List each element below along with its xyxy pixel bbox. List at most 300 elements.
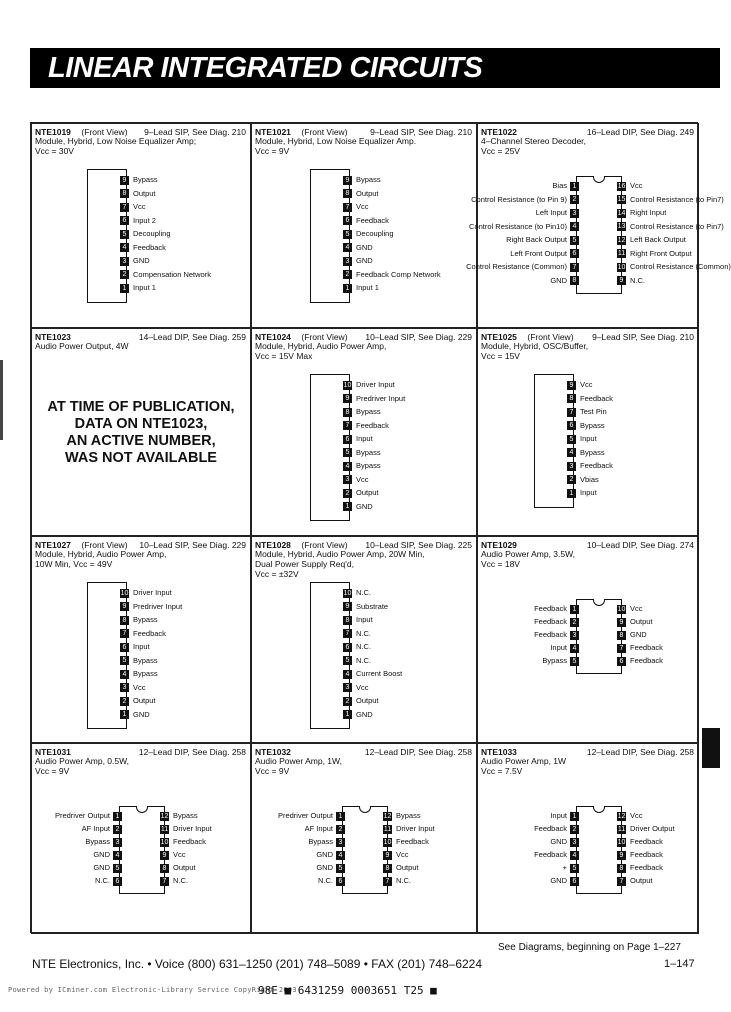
pin-label: Feedback [534,604,567,614]
package-info: 12–Lead DIP, See Diag. 258 [364,747,472,757]
pin-1 [55,811,122,821]
pin-11 [617,824,675,834]
pin-number: 4 [570,851,579,860]
pin-number: 6 [570,877,579,886]
pin-6 [343,216,389,226]
part-cell-nte1019 [31,123,251,328]
pin-label: Feedback [133,242,166,252]
scan-note: Powered by ICminer.com Electronic-Library Service CopyRight 2003 [8,986,297,994]
pin-7 [617,876,653,886]
part-number: NTE1033 [481,747,517,757]
pin-number: 1 [120,710,129,719]
pin-label: Vcc [580,380,593,390]
pin-label: Control Resistance (Common) [466,262,567,272]
pin-number: 10 [160,838,169,846]
pin-number: 8 [343,408,352,417]
pin-label: Decoupling [356,229,394,239]
pin-number: 4 [343,462,352,471]
pin-label: Driver Output [630,824,675,834]
pin-1 [567,488,597,498]
pin-number: 5 [343,448,352,457]
pin-5 [343,229,394,239]
pin-number: 8 [343,189,352,198]
pin-label: Output [630,617,653,627]
pin-number: 9 [343,602,352,611]
pin-label: Right Front Output [630,248,692,258]
pin-label: Bypass [356,407,381,417]
pin-number: 3 [120,683,129,692]
pin-label: N.C. [356,655,371,665]
pin-1 [120,283,156,293]
pin-10 [617,604,643,614]
dip-notch [593,176,605,183]
pin-label: GND [356,709,373,719]
pin-label: Feedback [356,215,389,225]
part-description: Module, Hybrid, Audio Power Amp, 10W Min, Vcc = 49V [35,549,167,569]
part-number: NTE1019 [35,127,71,137]
pin-10 [617,837,663,847]
pin-8 [617,863,663,873]
pin-number: 10 [120,589,129,597]
pin-number: 12 [160,812,169,820]
pin-10 [617,262,731,272]
part-number: NTE1031 [35,747,71,757]
package-info: 9–Lead SIP, See Diag. 210 [144,127,246,137]
pin-number: 2 [343,697,352,706]
pin-number: 4 [570,644,579,653]
pin-label: Vcc [133,202,146,212]
pin-3 [85,837,122,847]
pin-number: 6 [617,657,626,666]
part-number: NTE1022 [481,127,517,137]
package-info: 10–Lead DIP, See Diag. 274 [586,540,694,550]
pin-12 [383,811,421,821]
pin-13 [617,222,724,232]
part-description: Audio Power Amp, 1W Vcc = 7.5V [481,756,567,776]
pin-number: 8 [567,394,576,403]
pin-5 [542,656,579,666]
pin-number: 11 [617,825,626,833]
pin-label: Test Pin [580,407,607,417]
pin-1 [343,502,373,512]
pin-7 [343,202,369,212]
pin-number: 5 [343,230,352,239]
pin-number: 4 [570,222,579,231]
pin-2 [120,696,156,706]
pin-3 [120,256,150,266]
pin-label: Control Resistance (to Pin7) [630,194,724,204]
pin-number: 9 [343,176,352,185]
pin-4 [343,243,373,253]
part-cell-nte1025 [477,328,699,536]
pin-5 [567,434,597,444]
pin-number: 4 [343,243,352,252]
pin-label: Predriver Output [54,811,110,821]
pin-number: 8 [570,276,579,285]
pin-label: Bypass [85,837,110,847]
pin-number: 3 [343,257,352,266]
pin-number: 5 [120,230,129,239]
pin-10 [160,837,206,847]
part-number: NTE1023 [35,332,71,342]
pin-label: Input [550,811,567,821]
pin-9 [383,850,409,860]
pin-number: 9 [343,394,352,403]
part-description: Module, Hybrid, Audio Power Amp, 20W Min, Dual Power Supply Req'd, Vcc = ±32V [255,549,425,579]
pin-label: N.C. [173,876,188,886]
pin-9 [567,380,593,390]
pin-number: 10 [617,838,626,846]
pin-label: Bypass [356,447,381,457]
pin-number: 2 [120,270,129,279]
pin-6 [120,642,150,652]
page-banner: LINEAR INTEGRATED CIRCUITS [30,48,720,88]
pin-label: AF Input [81,824,110,834]
pin-number: 6 [570,249,579,258]
part-view: (Front View) [301,127,348,137]
pin-number: 6 [336,877,345,886]
part-cell-nte1024 [251,328,477,536]
pin-number: 7 [617,877,626,886]
part-number: NTE1027 [35,540,71,550]
part-description: Audio Power Amp, 1W, Vcc = 9V [255,756,342,776]
dip-package [119,806,165,894]
package-info: 10–Lead SIP, See Diag. 229 [139,540,246,550]
pin-number: 1 [343,284,352,293]
pin-label: Feedback [580,461,613,471]
part-cell-nte1032 [251,743,477,934]
pin-1 [278,811,345,821]
pin-label: Vcc [356,682,369,692]
pin-number: 5 [570,236,579,245]
pin-8 [567,394,613,404]
dip-notch [136,806,148,813]
pin-number: 9 [160,851,169,860]
pin-number: 3 [113,838,122,847]
part-description: 4–Channel Stereo Decoder, Vcc = 25V [481,136,586,156]
pin-number: 3 [570,209,579,218]
part-number: NTE1029 [481,540,517,550]
unavailable-notice: AT TIME OF PUBLICATION, DATA ON NTE1023, AN ACTIVE NUMBER, WAS NOT AVAILABLE [47,399,235,466]
pin-number: 2 [567,475,576,484]
pin-10 [383,837,429,847]
pin-2 [343,270,441,280]
pin-number: 10 [343,589,352,597]
pin-4 [469,222,579,232]
pin-label: Input [356,434,373,444]
pin-label: Driver Input [173,824,212,834]
pin-number: 9 [617,851,626,860]
pin-9 [343,602,388,612]
part-view: (Front View) [301,540,348,550]
pin-6 [510,249,579,259]
pin-label: Predriver Output [277,811,333,821]
company-contact: NTE Electronics, Inc. • Voice (800) 631–1250 (201) 748–5089 • FAX (201) 748–6224 [32,957,483,971]
pin-number: 8 [617,631,626,640]
pin-label: Current Boost [356,669,403,679]
pin-7 [466,262,579,272]
pin-2 [120,270,211,280]
pin-3 [343,683,369,693]
pin-7 [120,629,166,639]
pin-12 [617,235,686,245]
pin-label: AF Input [304,824,333,834]
dip-notch [593,599,605,606]
pin-number: 3 [567,462,576,471]
pin-6 [95,876,122,886]
part-description: Audio Power Amp, 0.5W, Vcc = 9V [35,756,130,776]
dip-package [576,806,622,894]
catalog-code: 98E ■ 6431259 0003651 T25 ■ [258,984,437,997]
pin-label: N.C. [318,876,333,886]
pin-9 [343,394,405,404]
dip-notch [593,806,605,813]
pin-number: 1 [570,812,579,821]
pin-number: 6 [567,421,576,430]
pin-number: 2 [570,618,579,627]
pin-6 [617,656,663,666]
pin-number: 8 [160,864,169,873]
pin-7 [567,407,607,417]
pin-2 [534,824,579,834]
pin-10 [343,380,395,390]
pin-9 [120,602,182,612]
pin-number: 1 [343,502,352,511]
pin-number: 1 [570,605,579,614]
part-number: NTE1021 [255,127,291,137]
pin-number: 4 [120,243,129,252]
pin-label: Feedback [356,420,389,430]
pin-label: Control Resistance (to Pin7) [630,221,724,231]
pin-number: 3 [120,257,129,266]
pin-number: 4 [567,448,576,457]
pin-1 [550,811,579,821]
pin-8 [617,630,647,640]
pin-4 [93,850,122,860]
pin-7 [120,202,146,212]
pin-label: Control Resistance (to Pin10) [469,221,567,231]
part-description: Module, Hybrid, Audio Power Amp, Vcc = 15V Max [255,341,387,361]
pin-number: 12 [383,812,392,820]
pin-label: Vcc [630,811,643,821]
pin-8 [343,407,381,417]
pin-label: Input 1 [133,283,156,293]
pin-number: 2 [113,825,122,834]
pin-number: 12 [617,812,626,820]
pin-label: Output [356,696,379,706]
pin-label: Bypass [173,811,198,821]
pin-number: 7 [617,644,626,653]
see-diagrams-note: See Diagrams, beginning on Page 1–227 [498,942,681,953]
pin-6 [318,876,345,886]
pin-5 [563,863,579,873]
pin-6 [550,876,579,886]
pin-label: Driver Input [356,380,395,390]
pin-15 [617,195,724,205]
pin-number: 5 [343,656,352,665]
package-info: 9–Lead SIP, See Diag. 210 [592,332,694,342]
pin-2 [567,475,599,485]
pin-7 [383,876,411,886]
pin-number: 8 [120,616,129,625]
pin-label: Output [173,863,196,873]
pin-label: Feedback [396,837,429,847]
pin-label: Predriver Input [356,393,406,403]
pin-number: 4 [113,851,122,860]
pin-label: Vcc [630,604,643,614]
pin-number: 9 [567,381,576,390]
pin-number: 16 [617,182,626,190]
pin-number: 7 [120,203,129,212]
pin-label: Feedback [580,393,613,403]
pin-number: 1 [120,284,129,293]
dip-package [576,599,622,674]
pin-7 [160,876,188,886]
pin-number: 7 [570,263,579,272]
pin-5 [506,235,579,245]
pin-number: 5 [570,864,579,873]
pin-10 [120,588,172,598]
pin-number: 6 [120,216,129,225]
pin-label: Input [550,643,567,653]
part-number: NTE1024 [255,332,291,342]
pin-2 [82,824,122,834]
package-info: 10–Lead SIP, See Diag. 229 [365,332,472,342]
pin-label: Bypass [542,656,567,666]
pin-label: Driver Input [396,824,435,834]
pin-4 [316,850,345,860]
pin-1 [552,181,579,191]
pin-number: 5 [113,864,122,873]
pin-label: GND [356,501,373,511]
pin-label: N.C. [95,876,110,886]
pin-label: Output [396,863,419,873]
pin-number: 11 [617,250,626,258]
part-description: Audio Power Output, 4W [35,341,129,351]
pin-label: GND [630,630,647,640]
pin-label: Vcc [173,850,186,860]
pin-number: 2 [343,270,352,279]
pin-number: 3 [570,631,579,640]
pin-14 [617,208,666,218]
pin-label: Bypass [580,447,605,457]
pin-9 [617,276,645,286]
pin-number: 2 [570,195,579,204]
pin-4 [534,850,579,860]
pin-number: 3 [336,838,345,847]
pin-number: 8 [383,864,392,873]
pin-label: N.C. [356,642,371,652]
pin-9 [160,850,186,860]
pin-number: 6 [113,877,122,886]
part-cell-nte1027 [31,536,251,743]
pin-number: 6 [343,435,352,444]
pin-label: Driver Input [133,588,172,598]
pin-number: 3 [343,475,352,484]
pin-label: Output [630,876,653,886]
pin-label: Feedback Comp Network [356,269,441,279]
pin-number: 10 [617,263,626,271]
package-info: 10–Lead SIP, See Diag. 225 [365,540,472,550]
pin-number: 4 [343,670,352,679]
pin-7 [343,421,389,431]
package-info: 9–Lead SIP, See Diag. 210 [370,127,472,137]
pin-11 [617,249,692,259]
pin-number: 4 [336,851,345,860]
pin-number: 2 [120,697,129,706]
pin-label: GND [93,863,110,873]
pin-5 [93,863,122,873]
pin-12 [160,811,198,821]
pin-number: 9 [120,176,129,185]
pin-10 [343,588,371,598]
pin-label: Feedback [534,630,567,640]
pin-label: Left Front Output [510,248,567,258]
pin-label: Output [356,488,379,498]
pin-number: 11 [383,825,392,833]
pin-number: 3 [343,683,352,692]
pin-1 [343,710,373,720]
pin-label: Decoupling [133,229,171,239]
part-cell-nte1029 [477,536,699,743]
pin-label: Output [133,188,156,198]
pin-9 [120,175,158,185]
pin-label: Control Resistance (to Pin 9) [471,194,567,204]
part-view: (Front View) [527,332,574,342]
pin-label: GND [550,876,567,886]
pin-number: 1 [336,812,345,821]
pin-label: Feedback [133,628,166,638]
pin-number: 9 [617,276,626,285]
pin-6 [567,421,605,431]
part-description: Audio Power Amp, 3.5W, Vcc = 18V [481,549,576,569]
pin-label: Right Input [630,208,667,218]
pin-number: 11 [160,825,169,833]
pin-2 [343,696,379,706]
section-tab [702,728,720,768]
pin-label: Input [580,488,597,498]
pin-5 [343,448,381,458]
pin-label: Feedback [173,837,206,847]
pin-number: 7 [343,629,352,638]
pin-8 [120,615,158,625]
pin-label: GND [356,242,373,252]
pin-label: N.C. [396,876,411,886]
pin-8 [160,863,196,873]
pin-label: Feedback [630,850,663,860]
pin-label: Left Back Output [630,235,686,245]
pin-label: Feedback [630,643,663,653]
page-number: 1–147 [664,958,695,970]
pin-16 [617,181,643,191]
pin-number: 7 [383,877,392,886]
pin-4 [550,643,579,653]
pin-number: 5 [567,435,576,444]
pin-label: Input 1 [356,283,379,293]
pin-3 [343,475,369,485]
part-cell-nte1023 [31,328,251,536]
pin-label: Input 2 [133,215,156,225]
pin-label: Bypass [308,837,333,847]
pin-8 [343,615,373,625]
pin-label: N.C. [356,628,371,638]
pin-3 [567,461,613,471]
pin-label: Vcc [356,474,369,484]
part-view: (Front View) [81,127,128,137]
pin-6 [120,216,156,226]
pin-label: GND [316,863,333,873]
pin-label: Bypass [133,669,158,679]
